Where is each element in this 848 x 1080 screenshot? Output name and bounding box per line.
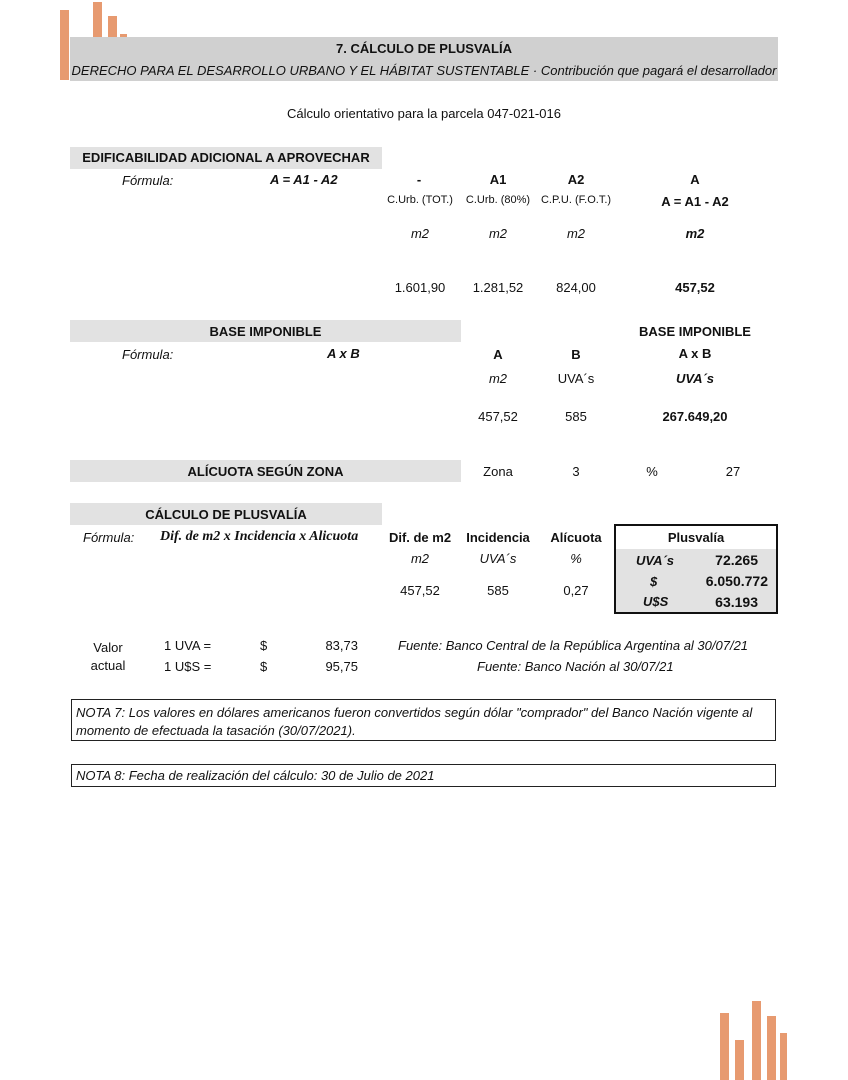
col-code: A — [690, 172, 700, 187]
result-value: 63.193 — [715, 594, 758, 610]
result-value: 72.265 — [715, 552, 758, 568]
col-value: 1.601,90 — [394, 280, 446, 295]
col-value: 457,52 — [478, 409, 518, 424]
col-value: 824,00 — [556, 280, 596, 295]
col-unit: m2 — [488, 226, 508, 241]
valor-value: 83,73 — [325, 638, 358, 653]
formula-base: A x B — [327, 346, 360, 361]
valor-label-1: Valor — [93, 640, 123, 655]
note-7: NOTA 7: Los valores en dólares americanos fueron convertidos según dólar "comprador" del Banco Nación vigente al momento de efectuada la tasación (30/07/2021). — [71, 699, 776, 741]
col-value: 1.281,52 — [472, 280, 524, 295]
page-subtitle: DERECHO PARA EL DESARROLLO URBANO Y EL HÁBITAT SUSTENTABLE · Contribución que pagará el desarrollador — [71, 63, 777, 78]
section-heading-alicuota: ALÍCUOTA SEGÚN ZONA — [187, 464, 344, 479]
col-unit: UVA´s — [479, 551, 517, 566]
col-header: Incidencia — [466, 530, 530, 545]
col-value: 0,27 — [563, 583, 589, 598]
col-value: 585 — [487, 583, 509, 598]
col-value: 585 — [565, 409, 587, 424]
intro-text: Cálculo orientativo para la parcela 047-021-016 — [287, 106, 561, 121]
formula-edificabilidad: A = A1 - A2 — [270, 172, 338, 187]
valor-unit: 1 U$S = — [164, 659, 212, 674]
col-desc: A = A1 - A2 — [661, 194, 729, 209]
plusvalia-result-box — [614, 524, 778, 614]
col-value: 457,52 — [400, 583, 440, 598]
pct-label: % — [646, 464, 658, 479]
col-code: A1 — [489, 172, 507, 187]
col-unit: m2 — [410, 551, 430, 566]
col-unit: UVA´s — [675, 371, 715, 386]
valor-label-2: actual — [90, 658, 126, 673]
col-code: - — [416, 172, 422, 187]
result-label: UVA´s — [636, 553, 675, 568]
result-label: $ — [650, 574, 658, 589]
col-unit: UVA´s — [557, 371, 595, 386]
valor-currency: $ — [260, 659, 268, 674]
result-heading-base: BASE IMPONIBLE — [639, 324, 751, 339]
zona-value: 3 — [572, 464, 580, 479]
col-unit: m2 — [410, 226, 430, 241]
note-8: NOTA 8: Fecha de realización del cálculo: 30 de Julio de 2021 — [71, 764, 776, 787]
col-code: A2 — [567, 172, 585, 187]
section-heading-plusvalia: CÁLCULO DE PLUSVALÍA — [145, 507, 307, 522]
col-header: Dif. de m2 — [388, 530, 452, 545]
result-label: U$S — [643, 594, 669, 609]
pct-value: 27 — [725, 464, 741, 479]
valor-source: Fuente: Banco Central de la República Argentina al 30/07/21 — [398, 638, 749, 653]
col-unit: m2 — [566, 226, 586, 241]
valor-value: 95,75 — [325, 659, 358, 674]
col-code: B — [571, 347, 581, 362]
col-code: A x B — [678, 346, 712, 361]
zona-label: Zona — [483, 464, 513, 479]
formula-plusvalia: Dif. de m2 x Incidencia x Alicuota — [160, 529, 359, 544]
col-value-result: 457,52 — [675, 280, 715, 295]
valor-source: Fuente: Banco Nación al 30/07/21 — [477, 659, 674, 674]
formula-label: Fórmula: — [83, 530, 135, 545]
col-unit: m2 — [685, 226, 705, 241]
formula-label: Fórmula: — [122, 173, 174, 188]
page-title: 7. CÁLCULO DE PLUSVALÍA — [336, 41, 512, 56]
col-desc: C.Urb. (80%) — [465, 194, 531, 206]
section-heading-edificabilidad: EDIFICABILIDAD ADICIONAL A APROVECHAR — [82, 150, 370, 165]
formula-label: Fórmula: — [122, 347, 174, 362]
col-code: A — [493, 347, 503, 362]
col-value-result: 267.649,20 — [662, 409, 728, 424]
col-unit: m2 — [488, 371, 508, 386]
valor-unit: 1 UVA = — [164, 638, 212, 653]
plusvalia-result-title: Plusvalía — [667, 530, 725, 545]
section-heading-base: BASE IMPONIBLE — [209, 324, 322, 339]
col-desc: C.P.U. (F.O.T.) — [540, 194, 612, 206]
col-unit: % — [570, 551, 582, 566]
col-header: Alícuota — [550, 530, 602, 545]
col-desc: C.Urb. (TOT.) — [387, 194, 453, 206]
result-value: 6.050.772 — [705, 573, 768, 589]
valor-currency: $ — [260, 638, 268, 653]
